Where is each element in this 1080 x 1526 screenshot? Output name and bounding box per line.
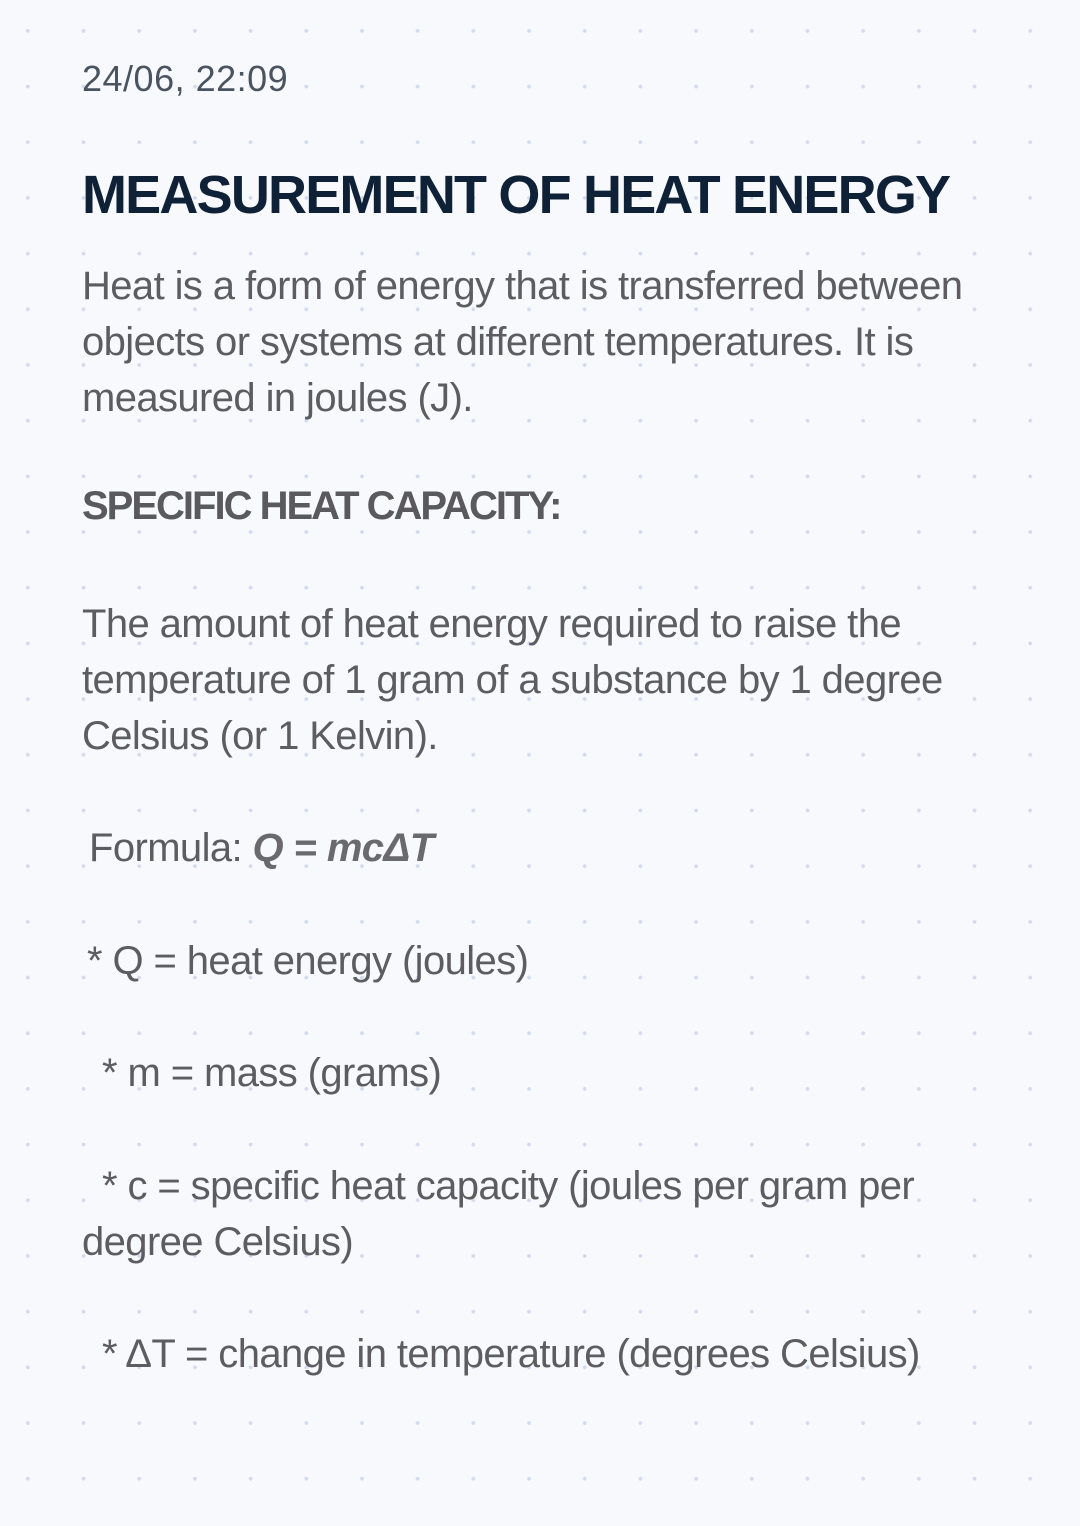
formula-expression: Q = mcΔT	[252, 826, 434, 870]
note-title: MEASUREMENT OF HEAT ENERGY	[82, 165, 950, 225]
variable-delta-t-definition: * ΔT = change in temperature (degrees Celsius)	[102, 1332, 920, 1376]
variable-q-definition: * Q = heat energy (joules)	[87, 939, 529, 983]
variable-c-definition: * c = specific heat capacity (joules per gram per degree Celsius)	[82, 1164, 915, 1264]
note-timestamp: 24/06, 22:09	[82, 58, 289, 99]
definition-paragraph: The amount of heat energy required to raise the temperature of 1 gram of a substance by 1 degree Celsius (or 1 Kelvin).	[82, 602, 943, 758]
formula-label: Formula:	[89, 826, 253, 870]
formula-line	[89, 820, 434, 876]
section-heading: SPECIFIC HEAT CAPACITY:	[82, 484, 561, 528]
variable-m-definition: * m = mass (grams)	[102, 1051, 442, 1095]
intro-paragraph: Heat is a form of energy that is transferred between objects or systems at different temperatures. It is measured in joules (J).	[82, 264, 963, 420]
